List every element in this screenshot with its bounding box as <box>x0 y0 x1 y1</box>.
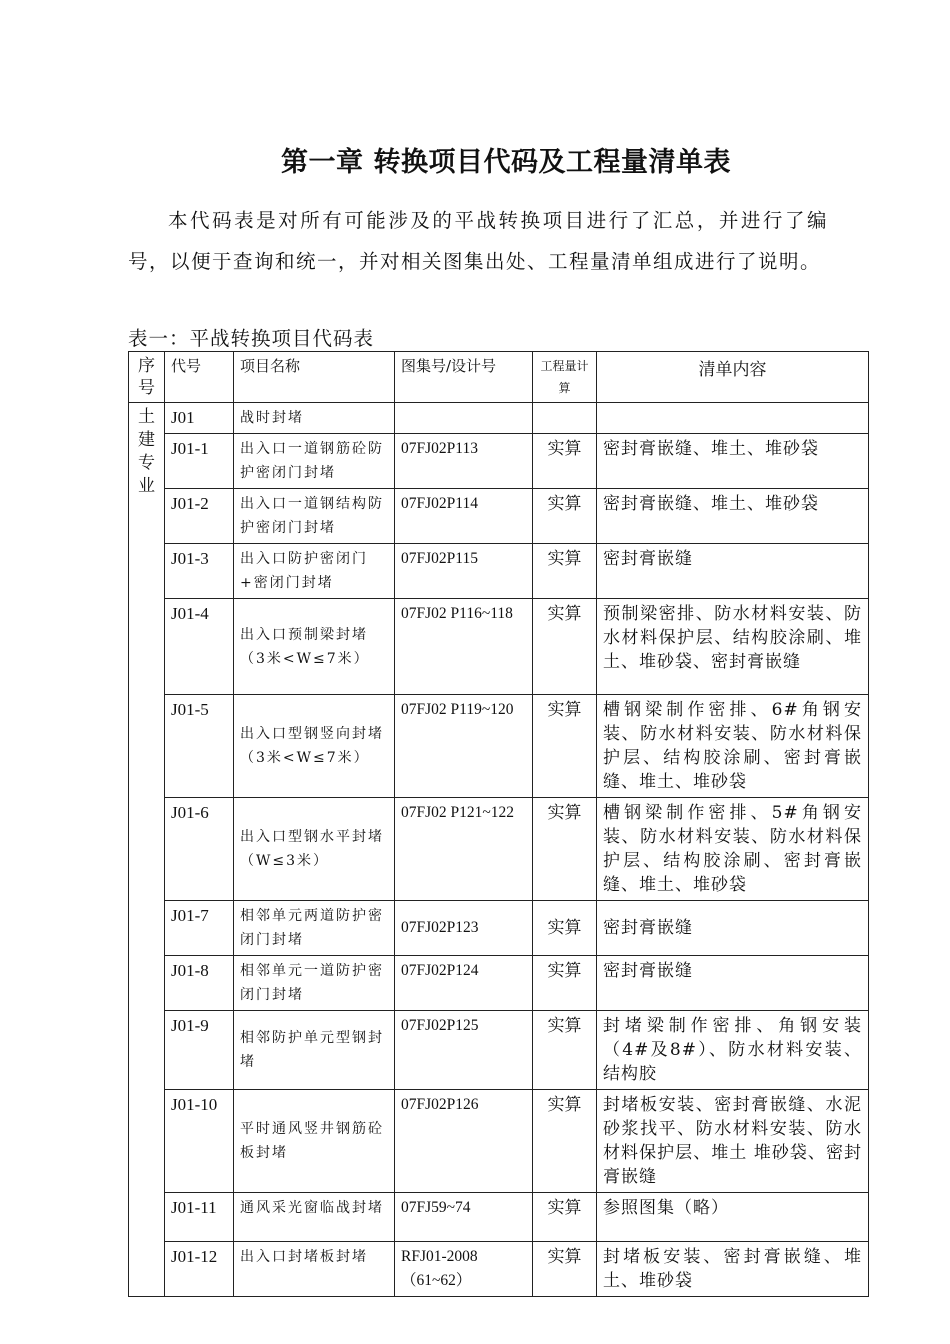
atlas-cell: 07FJ02P114 <box>395 489 533 544</box>
code-cell: J01 <box>165 403 234 434</box>
name-cell: 平时通风竖井钢筋砼板封堵 <box>234 1090 395 1193</box>
header-content: 清单内容 <box>597 352 869 403</box>
atlas-cell: 07FJ59~74 <box>395 1193 533 1242</box>
table-row <box>129 1011 869 1090</box>
table-row <box>129 1193 869 1242</box>
table-row <box>129 544 869 599</box>
name-cell: 出入口封堵板封堵 <box>234 1242 395 1297</box>
calc-cell: 实算 <box>533 1242 597 1297</box>
calc-cell: 实算 <box>533 544 597 599</box>
table-row <box>129 489 869 544</box>
name-cell: 出入口型钢竖向封堵（3米<W≤7米） <box>234 695 395 798</box>
calc-cell: 实算 <box>533 956 597 1011</box>
table-row <box>129 1242 869 1297</box>
calc-cell: 实算 <box>533 798 597 901</box>
atlas-cell: 07FJ02P123 <box>395 901 533 956</box>
content-cell: 封堵梁制作密排、角钢安装（4#及8#）、防水材料安装、结构胶 <box>597 1011 869 1090</box>
name-cell: 出入口防护密闭门+密闭门封堵 <box>234 544 395 599</box>
table-row <box>129 434 869 489</box>
content-cell: 密封膏嵌缝、堆土、堆砂袋 <box>597 489 869 544</box>
calc-cell <box>533 403 597 434</box>
code-cell: J01-9 <box>165 1011 234 1090</box>
atlas-cell: 07FJ02P124 <box>395 956 533 1011</box>
header-code: 代号 <box>165 352 234 403</box>
code-cell: J01-12 <box>165 1242 234 1297</box>
content-cell: 封堵板安装、密封膏嵌缝、水泥砂浆找平、防水材料安装、防水材料保护层、堆土 堆砂袋、密封膏嵌缝 <box>597 1090 869 1193</box>
name-cell: 战时封堵 <box>234 403 395 434</box>
name-cell: 相邻单元一道防护密闭门封堵 <box>234 956 395 1011</box>
header-name: 项目名称 <box>234 352 395 403</box>
content-cell: 槽钢梁制作密排、6#角钢安装、防水材料安装、防水材料保护层、结构胶涂刷、密封膏嵌缝、堆土、堆砂袋 <box>597 695 869 798</box>
name-cell: 通风采光窗临战封堵 <box>234 1193 395 1242</box>
table-row <box>129 695 869 798</box>
atlas-cell <box>395 403 533 434</box>
calc-cell: 实算 <box>533 434 597 489</box>
name-cell: 出入口一道钢筋砼防护密闭门封堵 <box>234 434 395 489</box>
header-seq: 序号 <box>129 352 165 403</box>
header-atlas: 图集号/设计号 <box>395 352 533 403</box>
code-cell: J01-6 <box>165 798 234 901</box>
name-cell: 出入口一道钢结构防护密闭门封堵 <box>234 489 395 544</box>
name-cell: 出入口型钢水平封堵（W≤3米） <box>234 798 395 901</box>
table-row <box>129 956 869 1011</box>
code-cell: J01-4 <box>165 599 234 695</box>
header-calc: 工程量计算 <box>533 352 597 403</box>
atlas-cell: 07FJ02P125 <box>395 1011 533 1090</box>
table-row <box>129 1090 869 1193</box>
conversion-code-table <box>128 351 869 1297</box>
content-cell <box>597 403 869 434</box>
atlas-cell: 07FJ02P126 <box>395 1090 533 1193</box>
atlas-cell: RFJ01-2008（61~62） <box>395 1242 533 1297</box>
calc-cell: 实算 <box>533 695 597 798</box>
calc-cell: 实算 <box>533 1011 597 1090</box>
table-header-row <box>129 352 869 403</box>
content-cell: 封堵板安装、密封膏嵌缝、堆土、堆砂袋 <box>597 1242 869 1297</box>
content-cell: 参照图集（略） <box>597 1193 869 1242</box>
code-cell: J01-5 <box>165 695 234 798</box>
code-cell: J01-1 <box>165 434 234 489</box>
table-row <box>129 901 869 956</box>
content-cell: 密封膏嵌缝 <box>597 901 869 956</box>
name-cell: 出入口预制梁封堵（3米<W≤7米） <box>234 599 395 695</box>
table-row <box>129 403 869 434</box>
atlas-cell: 07FJ02P115 <box>395 544 533 599</box>
content-cell: 密封膏嵌缝 <box>597 956 869 1011</box>
atlas-cell: 07FJ02P113 <box>395 434 533 489</box>
atlas-cell: 07FJ02 P119~120 <box>395 695 533 798</box>
code-cell: J01-8 <box>165 956 234 1011</box>
calc-cell: 实算 <box>533 599 597 695</box>
content-cell: 预制梁密排、防水材料安装、防水材料保护层、结构胶涂刷、堆土、堆砂袋、密封膏嵌缝 <box>597 599 869 695</box>
calc-cell: 实算 <box>533 1090 597 1193</box>
name-cell: 相邻单元两道防护密闭门封堵 <box>234 901 395 956</box>
code-cell: J01-2 <box>165 489 234 544</box>
atlas-cell: 07FJ02 P121~122 <box>395 798 533 901</box>
page-title: 第一章 转换项目代码及工程量清单表 <box>281 147 731 178</box>
intro-paragraph: 本代码表是对所有可能涉及的平战转换项目进行了汇总，并进行了编号，以便于查询和统一，并对相关图集出处、工程量清单组成进行了说明。 <box>128 209 828 273</box>
content-cell: 槽钢梁制作密排、5#角钢安装、防水材料安装、防水材料保护层、结构胶涂刷、密封膏嵌缝、堆土、堆砂袋 <box>597 798 869 901</box>
table-row <box>129 798 869 901</box>
code-cell: J01-3 <box>165 544 234 599</box>
calc-cell: 实算 <box>533 489 597 544</box>
name-cell: 相邻防护单元型钢封堵 <box>234 1011 395 1090</box>
code-cell: J01-10 <box>165 1090 234 1193</box>
calc-cell: 实算 <box>533 901 597 956</box>
code-cell: J01-11 <box>165 1193 234 1242</box>
content-cell: 密封膏嵌缝 <box>597 544 869 599</box>
table-caption: 表一：平战转换项目代码表 <box>128 327 375 350</box>
content-cell: 密封膏嵌缝、堆土、堆砂袋 <box>597 434 869 489</box>
category-cell: 土建专业 <box>129 403 165 1297</box>
calc-cell: 实算 <box>533 1193 597 1242</box>
atlas-cell: 07FJ02 P116~118 <box>395 599 533 695</box>
code-cell: J01-7 <box>165 901 234 956</box>
table-row <box>129 599 869 695</box>
